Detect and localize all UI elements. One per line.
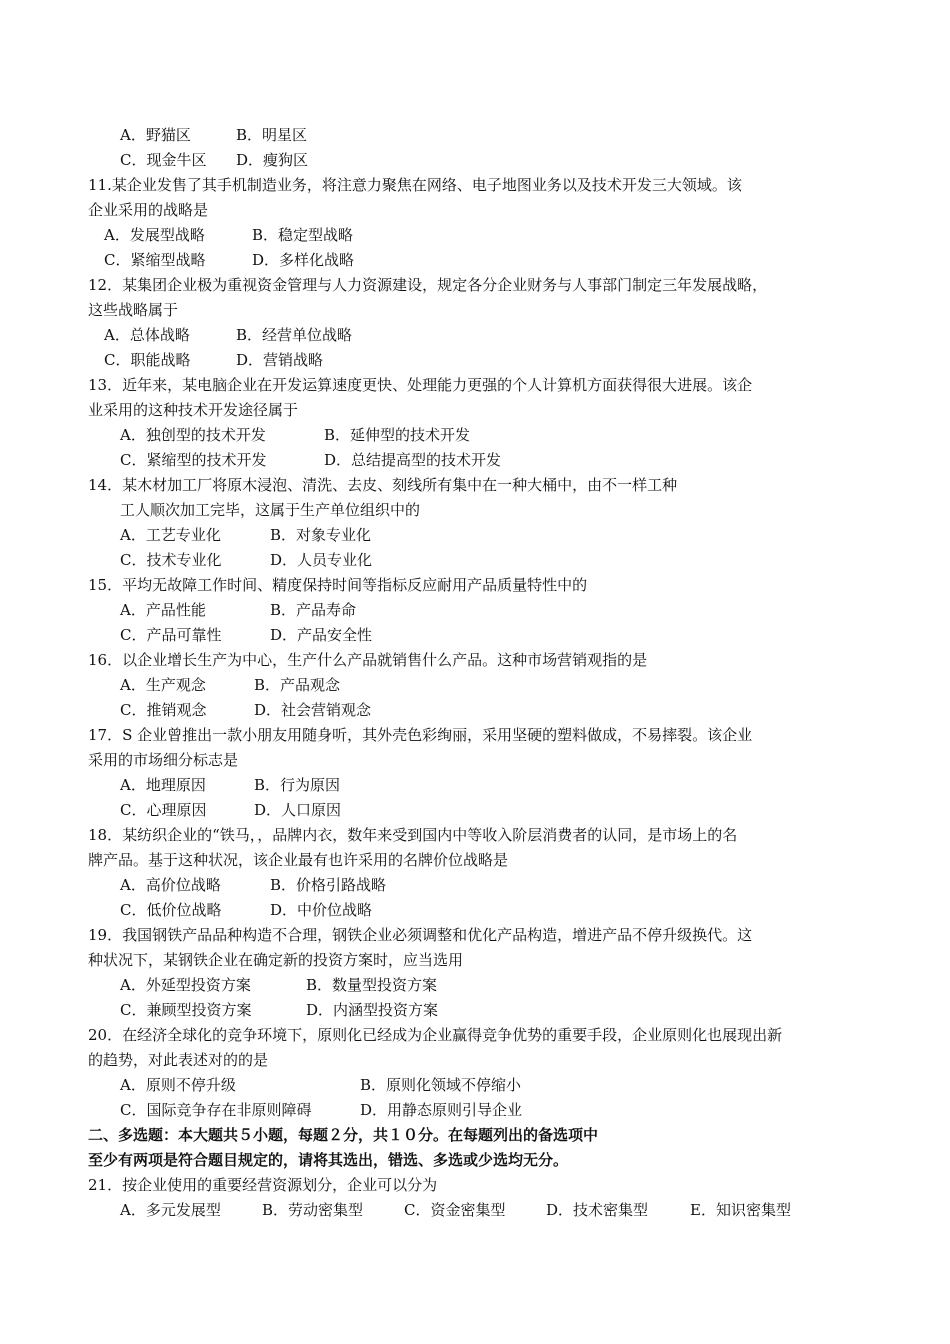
answer-option: B．明星区 [236,126,308,144]
answer-option: C．紧缩型的技术开发 [120,451,267,469]
answer-option: A．原则不停升级 [120,1076,236,1094]
answer-option: C．兼顾型投资方案 [120,1001,252,1019]
question-text: 17．S 企业曾推出一款小朋友用随身听，其外壳色彩绚丽，采用坚硬的塑料做成，不易摔裂。该企业 [88,726,753,744]
answer-option: C．技术专业化 [120,551,222,569]
answer-option: C．紧缩型战略 [104,251,206,269]
answer-option: A．高价位战略 [120,876,221,894]
answer-option: C．职能战略 [104,351,191,369]
question-text: 21．按企业使用的重要经营资源划分，企业可以分为 [88,1176,438,1194]
question-text: 种状况下，某钢铁企业在确定新的投资方案时，应当选用 [88,951,464,969]
answer-option: A．地理原因 [120,776,206,794]
answer-option: A．产品性能 [120,601,206,619]
answer-option: B．数量型投资方案 [306,976,438,994]
answer-option: D．内涵型投资方案 [306,1001,439,1019]
answer-option: C．心理原因 [120,801,207,819]
question-text: 16．以企业增长生产为中心，生产什么产品就销售什么产品。这种市场营销观指的是 [88,651,648,669]
answer-option: A．发展型战略 [104,226,205,244]
answer-option: D．社会营销观念 [254,701,372,719]
answer-option: D．总结提高型的技术开发 [324,451,502,469]
answer-option: A．野猫区 [120,126,191,144]
question-text: 工人顺次加工完毕，这属于生产单位组织中的 [120,501,421,519]
answer-option: B．原则化领域不停缩小 [360,1076,522,1094]
question-text: 15．平均无故障工作时间、精度保持时间等指标反应耐用产品质量特性中的 [88,576,588,594]
question-text: 20．在经济全球化的竞争环境下，原则化已经成为企业赢得竞争优势的重要手段，企业原则化也展现出新 [88,1026,783,1044]
question-text: 12．某集团企业极为重视资金管理与人力资源建设，规定各分企业财务与人事部门制定三年发展战略， [88,276,768,294]
answer-option: C．推销观念 [120,701,207,719]
answer-option: A．独创型的技术开发 [120,426,266,444]
question-text: 这些战略属于 [88,301,179,319]
section-heading: 至少有两项是符合题目规定的，请将其选出，错选、多选或少选均无分。 [88,1151,569,1169]
answer-option: D．用静态原则引导企业 [360,1101,523,1119]
answer-option: C．国际竞争存在非原则障碍 [120,1101,312,1119]
answer-option: D．多样化战略 [252,251,355,269]
answer-option: C．现金牛区 [120,151,207,169]
question-text: 牌产品。基于这种状况，该企业最有也许采用的名牌价位战略是 [88,851,509,869]
question-text: 的趋势，对此表述对的的是 [88,1051,269,1069]
answer-option: B．劳动密集型 [262,1201,364,1219]
answer-option: D．瘦狗区 [236,151,309,169]
answer-option: B．产品观念 [254,676,341,694]
answer-option: A．工艺专业化 [120,526,221,544]
answer-option: A．生产观念 [120,676,206,694]
question-text: 11.某企业发售了其手机制造业务，将注意力聚焦在网络、电子地图业务以及技术开发三大领域。该 [88,176,742,194]
answer-option: A．多元发展型 [120,1201,221,1219]
question-text: 14．某木材加工厂将原木浸泡、清洗、去皮、刻线所有集中在一种大桶中，由不一样工种 [88,476,678,494]
question-text: 19．我国钢铁产品品种构造不合理，钢铁企业必须调整和优化产品构造，增进产品不停升级换代。这 [88,926,753,944]
answer-option: A．总体战略 [104,326,190,344]
answer-option: D．人员专业化 [270,551,373,569]
question-text: 18．某纺织企业的“铁马，，品牌内衣，数年来受到国内中等收入阶层消费者的认同，是市场上的名 [88,826,738,844]
answer-option: A．外延型投资方案 [120,976,251,994]
answer-option: B．对象专业化 [270,526,372,544]
answer-option: C．产品可靠性 [120,626,222,644]
answer-option: D．技术密集型 [546,1201,649,1219]
answer-option: B．稳定型战略 [252,226,354,244]
answer-option: D．中价位战略 [270,901,373,919]
answer-option: D．人口原因 [254,801,342,819]
question-text: 13．近年来，某电脑企业在开发运算速度更快、处理能力更强的个人计算机方面获得很大进展。该企 [88,376,753,394]
answer-option: E．知识密集型 [690,1201,791,1219]
answer-option: B．经营单位战略 [236,326,353,344]
answer-option: D．营销战略 [236,351,324,369]
answer-option: B．行为原因 [254,776,341,794]
answer-option: D．产品安全性 [270,626,373,644]
question-text: 采用的市场细分标志是 [88,751,239,769]
question-text: 业采用的这种技术开发途径属于 [88,401,299,419]
answer-option: C．资金密集型 [404,1201,506,1219]
section-heading: 二、多选题：本大题共５小题，每题２分，共１０分。在每题列出的备选项中 [88,1126,599,1144]
answer-option: C．低价位战略 [120,901,222,919]
question-text: 企业采用的战略是 [88,201,209,219]
answer-option: B．价格引路战略 [270,876,387,894]
answer-option: B．延伸型的技术开发 [324,426,471,444]
answer-option: B．产品寿命 [270,601,357,619]
